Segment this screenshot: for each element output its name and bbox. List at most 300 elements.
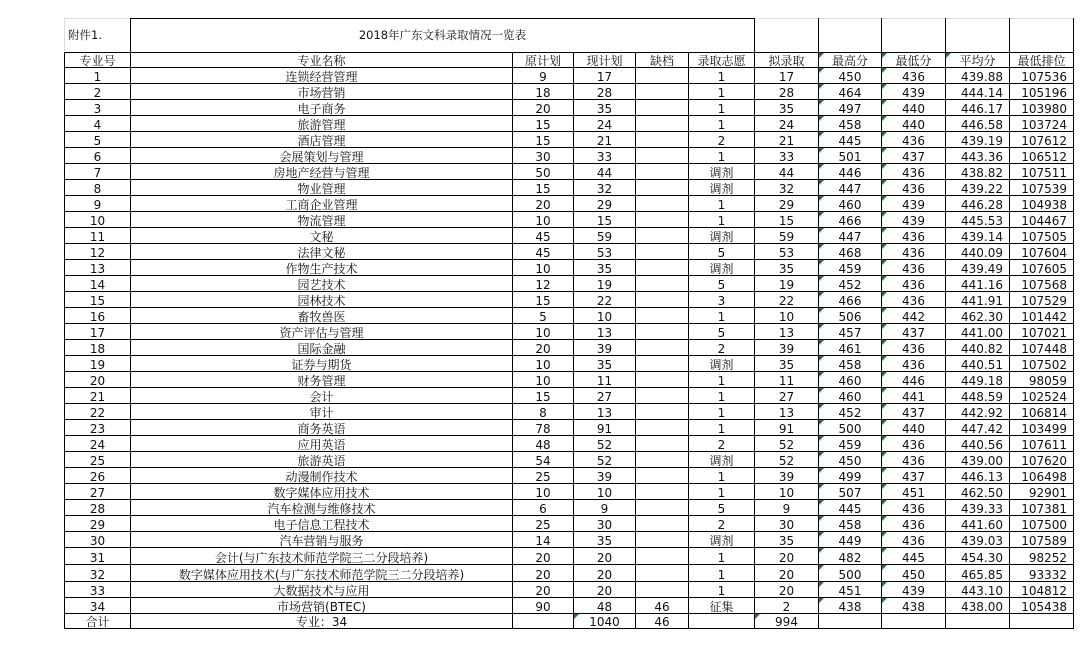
cell-major-no[interactable]: 1 [65,68,131,84]
cell-preference[interactable]: 1 [689,68,755,84]
cell-current-plan[interactable]: 11 [574,372,636,388]
cell-avg-score[interactable]: 443.36 [946,148,1010,164]
cell-missing[interactable] [636,452,689,468]
cell-admitted[interactable]: 29 [755,196,819,212]
cell-major-no[interactable]: 19 [65,356,131,372]
cell-major-no[interactable]: 20 [65,372,131,388]
cell-preference[interactable]: 1 [689,565,755,582]
cell-original-plan[interactable]: 10 [513,484,574,500]
cell-max-score[interactable]: 458 [819,116,882,132]
cell-max-score[interactable]: 447 [819,228,882,244]
cell-min-rank[interactable]: 107604 [1010,244,1074,260]
cell-preference[interactable]: 1 [689,548,755,565]
cell-avg-score[interactable]: 441.91 [946,292,1010,308]
cell-min-score[interactable]: 436 [882,180,946,196]
cell-missing[interactable]: 46 [636,598,689,614]
cell-original-plan[interactable]: 10 [513,372,574,388]
cell-preference[interactable]: 征集 [689,598,755,614]
cell-missing[interactable] [636,212,689,228]
cell-major-name[interactable]: 商务英语 [131,420,513,436]
cell-major-no[interactable]: 6 [65,148,131,164]
cell-missing[interactable] [636,420,689,436]
cell-missing[interactable] [636,68,689,84]
cell-missing[interactable] [636,164,689,180]
cell-avg-score[interactable]: 465.85 [946,565,1010,582]
cell-major-name[interactable]: 汽车营销与服务 [131,532,513,548]
cell-preference[interactable]: 1 [689,196,755,212]
cell-max-score[interactable]: 438 [819,598,882,614]
cell-major-name[interactable]: 文秘 [131,228,513,244]
total-admitted[interactable]: 994 [755,614,819,629]
cell-major-no[interactable]: 13 [65,260,131,276]
total-missing[interactable]: 46 [636,614,689,629]
cell-major-name[interactable]: 应用英语 [131,436,513,452]
cell-original-plan[interactable]: 20 [513,582,574,598]
cell-min-rank[interactable]: 107381 [1010,500,1074,516]
cell-min-score[interactable]: 439 [882,196,946,212]
cell-admitted[interactable]: 13 [755,324,819,340]
cell-major-name[interactable]: 市场营销 [131,84,513,100]
cell-avg-score[interactable]: 439.00 [946,452,1010,468]
cell-missing[interactable] [636,532,689,548]
cell-major-no[interactable]: 18 [65,340,131,356]
cell-admitted[interactable]: 35 [755,100,819,116]
cell-min-rank[interactable]: 107539 [1010,180,1074,196]
cell-original-plan[interactable]: 6 [513,500,574,516]
cell-min-rank[interactable]: 106512 [1010,148,1074,164]
cell-min-rank[interactable]: 107505 [1010,228,1074,244]
cell-missing[interactable] [636,180,689,196]
cell-current-plan[interactable]: 19 [574,276,636,292]
cell-missing[interactable] [636,565,689,582]
cell-current-plan[interactable]: 52 [574,452,636,468]
cell-current-plan[interactable]: 30 [574,516,636,532]
cell-original-plan[interactable]: 15 [513,292,574,308]
cell-admitted[interactable]: 30 [755,516,819,532]
cell-min-rank[interactable]: 107448 [1010,340,1074,356]
cell-min-score[interactable]: 436 [882,436,946,452]
cell-original-plan[interactable]: 12 [513,276,574,292]
cell-major-name[interactable]: 工商企业管理 [131,196,513,212]
cell-max-score[interactable]: 459 [819,436,882,452]
cell-current-plan[interactable]: 91 [574,420,636,436]
cell-min-rank[interactable]: 107511 [1010,164,1074,180]
cell-original-plan[interactable]: 20 [513,565,574,582]
cell-preference[interactable]: 1 [689,100,755,116]
cell-min-score[interactable]: 439 [882,582,946,598]
cell-major-name[interactable]: 旅游管理 [131,116,513,132]
cell-min-score[interactable]: 446 [882,372,946,388]
cell-missing[interactable] [636,132,689,148]
cell-avg-score[interactable]: 439.14 [946,228,1010,244]
cell-major-name[interactable]: 动漫制作技术 [131,468,513,484]
cell-major-no[interactable]: 31 [65,548,131,565]
cell-admitted[interactable]: 10 [755,484,819,500]
cell-original-plan[interactable]: 10 [513,324,574,340]
cell-original-plan[interactable]: 14 [513,532,574,548]
cell-original-plan[interactable]: 45 [513,244,574,260]
cell-preference[interactable]: 1 [689,404,755,420]
cell-current-plan[interactable]: 29 [574,196,636,212]
cell-current-plan[interactable]: 52 [574,436,636,452]
cell-original-plan[interactable]: 45 [513,228,574,244]
cell-original-plan[interactable]: 25 [513,468,574,484]
title-blank-cell[interactable] [946,19,1010,53]
cell-preference[interactable]: 1 [689,372,755,388]
cell-min-score[interactable]: 436 [882,356,946,372]
cell-min-score[interactable]: 440 [882,116,946,132]
cell-missing[interactable] [636,484,689,500]
cell-major-no[interactable]: 11 [65,228,131,244]
cell-admitted[interactable]: 20 [755,582,819,598]
cell-missing[interactable] [636,324,689,340]
cell-max-score[interactable]: 457 [819,324,882,340]
cell-min-score[interactable]: 437 [882,404,946,420]
cell-preference[interactable]: 1 [689,484,755,500]
cell-min-rank[interactable]: 107620 [1010,452,1074,468]
cell-max-score[interactable]: 449 [819,532,882,548]
cell-current-plan[interactable]: 20 [574,565,636,582]
cell-original-plan[interactable]: 15 [513,116,574,132]
cell-current-plan[interactable]: 27 [574,388,636,404]
cell-current-plan[interactable]: 35 [574,100,636,116]
cell-min-rank[interactable]: 107589 [1010,532,1074,548]
cell-admitted[interactable]: 20 [755,548,819,565]
cell-current-plan[interactable]: 39 [574,468,636,484]
total-label[interactable]: 合计 [65,614,131,629]
cell-max-score[interactable]: 445 [819,132,882,148]
cell-major-no[interactable]: 8 [65,180,131,196]
cell-min-rank[interactable]: 107536 [1010,68,1074,84]
cell-missing[interactable] [636,340,689,356]
cell-min-score[interactable]: 436 [882,292,946,308]
cell-min-score[interactable]: 437 [882,324,946,340]
cell-current-plan[interactable]: 35 [574,356,636,372]
cell-preference[interactable]: 调剂 [689,180,755,196]
cell-major-name[interactable]: 会展策划与管理 [131,148,513,164]
cell-missing[interactable] [636,100,689,116]
cell-missing[interactable] [636,356,689,372]
cell-avg-score[interactable]: 438.00 [946,598,1010,614]
cell-preference[interactable]: 5 [689,324,755,340]
cell-avg-score[interactable]: 462.50 [946,484,1010,500]
cell-current-plan[interactable]: 20 [574,548,636,565]
cell-current-plan[interactable]: 44 [574,164,636,180]
cell-admitted[interactable]: 11 [755,372,819,388]
cell-missing[interactable] [636,372,689,388]
cell-missing[interactable] [636,500,689,516]
cell-original-plan[interactable]: 10 [513,356,574,372]
cell-avg-score[interactable]: 440.51 [946,356,1010,372]
cell-preference[interactable]: 调剂 [689,532,755,548]
cell-min-rank[interactable]: 107568 [1010,276,1074,292]
cell-major-name[interactable]: 会计 [131,388,513,404]
cell-min-score[interactable]: 437 [882,148,946,164]
cell-max-score[interactable]: 501 [819,148,882,164]
cell-admitted[interactable]: 27 [755,388,819,404]
cell-min-score[interactable]: 442 [882,308,946,324]
cell-avg-score[interactable]: 441.00 [946,324,1010,340]
cell-major-name[interactable]: 数字媒体应用技术(与广东技术师范学院三二分段培养) [131,565,513,582]
cell-avg-score[interactable]: 447.42 [946,420,1010,436]
cell-preference[interactable]: 1 [689,582,755,598]
cell-admitted[interactable]: 13 [755,404,819,420]
cell-original-plan[interactable]: 15 [513,180,574,196]
cell-original-plan[interactable]: 15 [513,132,574,148]
cell-max-score[interactable]: 507 [819,484,882,500]
cell-major-name[interactable]: 电子商务 [131,100,513,116]
cell-avg-score[interactable]: 440.82 [946,340,1010,356]
cell-min-rank[interactable]: 98252 [1010,548,1074,565]
cell-min-rank[interactable]: 105438 [1010,598,1074,614]
cell-min-score[interactable]: 436 [882,228,946,244]
cell-preference[interactable]: 1 [689,308,755,324]
cell-preference[interactable]: 1 [689,84,755,100]
cell-missing[interactable] [636,516,689,532]
cell-max-score[interactable]: 500 [819,420,882,436]
cell-major-no[interactable]: 28 [65,500,131,516]
cell-major-no[interactable]: 27 [65,484,131,500]
cell-admitted[interactable]: 39 [755,468,819,484]
cell-max-score[interactable]: 497 [819,100,882,116]
cell-avg-score[interactable]: 439.88 [946,68,1010,84]
cell-admitted[interactable]: 39 [755,340,819,356]
cell-major-no[interactable]: 12 [65,244,131,260]
cell-missing[interactable] [636,276,689,292]
cell-min-score[interactable]: 445 [882,548,946,565]
cell-admitted[interactable]: 53 [755,244,819,260]
cell-admitted[interactable]: 2 [755,598,819,614]
cell-admitted[interactable]: 15 [755,212,819,228]
cell-admitted[interactable]: 9 [755,500,819,516]
cell-missing[interactable] [636,84,689,100]
cell-min-rank[interactable]: 107612 [1010,132,1074,148]
cell-preference[interactable]: 调剂 [689,164,755,180]
cell-preference[interactable]: 1 [689,420,755,436]
cell-min-score[interactable]: 451 [882,484,946,500]
cell-avg-score[interactable]: 444.14 [946,84,1010,100]
cell-missing[interactable] [636,404,689,420]
cell-original-plan[interactable]: 8 [513,404,574,420]
total-blank[interactable] [689,614,755,629]
cell-max-score[interactable]: 450 [819,452,882,468]
cell-avg-score[interactable]: 445.53 [946,212,1010,228]
cell-current-plan[interactable]: 9 [574,500,636,516]
cell-avg-score[interactable]: 440.09 [946,244,1010,260]
cell-major-no[interactable]: 9 [65,196,131,212]
cell-major-name[interactable]: 旅游英语 [131,452,513,468]
cell-major-name[interactable]: 房地产经营与管理 [131,164,513,180]
title-blank-cell[interactable] [1010,19,1074,53]
cell-original-plan[interactable]: 15 [513,388,574,404]
cell-max-score[interactable]: 458 [819,356,882,372]
cell-original-plan[interactable]: 10 [513,260,574,276]
cell-major-no[interactable]: 2 [65,84,131,100]
cell-current-plan[interactable]: 39 [574,340,636,356]
cell-missing[interactable] [636,548,689,565]
cell-current-plan[interactable]: 22 [574,292,636,308]
cell-preference[interactable]: 5 [689,244,755,260]
cell-preference[interactable]: 3 [689,292,755,308]
total-blank[interactable] [882,614,946,629]
cell-avg-score[interactable]: 446.28 [946,196,1010,212]
cell-original-plan[interactable]: 20 [513,548,574,565]
total-current-plan[interactable]: 1040 [574,614,636,629]
cell-avg-score[interactable]: 438.82 [946,164,1010,180]
cell-min-rank[interactable]: 92901 [1010,484,1074,500]
cell-min-score[interactable]: 436 [882,132,946,148]
cell-current-plan[interactable]: 10 [574,308,636,324]
total-blank[interactable] [946,614,1010,629]
cell-avg-score[interactable]: 449.18 [946,372,1010,388]
cell-original-plan[interactable]: 50 [513,164,574,180]
cell-current-plan[interactable]: 35 [574,260,636,276]
cell-admitted[interactable]: 59 [755,228,819,244]
cell-missing[interactable] [636,468,689,484]
cell-original-plan[interactable]: 10 [513,212,574,228]
cell-preference[interactable]: 1 [689,148,755,164]
cell-admitted[interactable]: 20 [755,565,819,582]
cell-max-score[interactable]: 468 [819,244,882,260]
cell-max-score[interactable]: 445 [819,500,882,516]
cell-major-name[interactable]: 连锁经营管理 [131,68,513,84]
cell-major-name[interactable]: 财务管理 [131,372,513,388]
cell-max-score[interactable]: 466 [819,212,882,228]
cell-current-plan[interactable]: 35 [574,532,636,548]
cell-preference[interactable]: 1 [689,212,755,228]
cell-avg-score[interactable]: 441.16 [946,276,1010,292]
cell-original-plan[interactable]: 20 [513,340,574,356]
cell-min-score[interactable]: 436 [882,516,946,532]
cell-major-name[interactable]: 证券与期货 [131,356,513,372]
cell-min-rank[interactable]: 98059 [1010,372,1074,388]
cell-preference[interactable]: 5 [689,500,755,516]
cell-min-score[interactable]: 436 [882,164,946,180]
cell-min-rank[interactable]: 102524 [1010,388,1074,404]
cell-min-rank[interactable]: 104938 [1010,196,1074,212]
cell-min-score[interactable]: 441 [882,388,946,404]
cell-min-score[interactable]: 436 [882,500,946,516]
cell-major-name[interactable]: 审计 [131,404,513,420]
cell-major-name[interactable]: 园艺技术 [131,276,513,292]
cell-admitted[interactable]: 10 [755,308,819,324]
cell-min-score[interactable]: 436 [882,276,946,292]
cell-min-rank[interactable]: 104812 [1010,582,1074,598]
cell-admitted[interactable]: 33 [755,148,819,164]
cell-major-no[interactable]: 17 [65,324,131,340]
cell-max-score[interactable]: 450 [819,68,882,84]
cell-max-score[interactable]: 464 [819,84,882,100]
cell-major-name[interactable]: 数字媒体应用技术 [131,484,513,500]
cell-current-plan[interactable]: 33 [574,148,636,164]
cell-current-plan[interactable]: 53 [574,244,636,260]
cell-major-name[interactable]: 园林技术 [131,292,513,308]
cell-major-no[interactable]: 30 [65,532,131,548]
cell-avg-score[interactable]: 439.33 [946,500,1010,516]
cell-missing[interactable] [636,116,689,132]
cell-avg-score[interactable]: 440.56 [946,436,1010,452]
cell-major-no[interactable]: 22 [65,404,131,420]
cell-preference[interactable]: 调剂 [689,228,755,244]
cell-avg-score[interactable]: 446.58 [946,116,1010,132]
cell-max-score[interactable]: 482 [819,548,882,565]
cell-missing[interactable] [636,582,689,598]
cell-original-plan[interactable]: 20 [513,100,574,116]
cell-min-score[interactable]: 436 [882,340,946,356]
cell-admitted[interactable]: 32 [755,180,819,196]
cell-max-score[interactable]: 458 [819,516,882,532]
cell-major-no[interactable]: 21 [65,388,131,404]
cell-current-plan[interactable]: 13 [574,404,636,420]
cell-avg-score[interactable]: 443.10 [946,582,1010,598]
cell-major-no[interactable]: 23 [65,420,131,436]
cell-avg-score[interactable]: 446.17 [946,100,1010,116]
cell-major-name[interactable]: 物业管理 [131,180,513,196]
cell-current-plan[interactable]: 48 [574,598,636,614]
cell-min-score[interactable]: 436 [882,68,946,84]
cell-min-rank[interactable]: 107502 [1010,356,1074,372]
cell-max-score[interactable]: 451 [819,582,882,598]
cell-major-no[interactable]: 24 [65,436,131,452]
cell-original-plan[interactable]: 20 [513,196,574,212]
cell-min-score[interactable]: 439 [882,212,946,228]
cell-major-name[interactable]: 汽车检测与维修技术 [131,500,513,516]
cell-min-rank[interactable]: 103724 [1010,116,1074,132]
cell-major-no[interactable]: 25 [65,452,131,468]
cell-current-plan[interactable]: 13 [574,324,636,340]
total-blank[interactable] [1010,614,1074,629]
cell-admitted[interactable]: 52 [755,452,819,468]
cell-missing[interactable] [636,436,689,452]
cell-major-no[interactable]: 26 [65,468,131,484]
cell-avg-score[interactable]: 442.92 [946,404,1010,420]
cell-major-name[interactable]: 资产评估与管理 [131,324,513,340]
cell-preference[interactable]: 1 [689,468,755,484]
cell-major-no[interactable]: 34 [65,598,131,614]
cell-original-plan[interactable]: 18 [513,84,574,100]
cell-avg-score[interactable]: 448.59 [946,388,1010,404]
cell-original-plan[interactable]: 90 [513,598,574,614]
cell-min-rank[interactable]: 107021 [1010,324,1074,340]
cell-admitted[interactable]: 17 [755,68,819,84]
cell-avg-score[interactable]: 439.03 [946,532,1010,548]
cell-major-no[interactable]: 4 [65,116,131,132]
total-majors[interactable]: 专业：34 [131,614,513,629]
cell-current-plan[interactable]: 59 [574,228,636,244]
cell-min-score[interactable]: 450 [882,565,946,582]
title-blank-cell[interactable] [819,19,882,53]
cell-min-score[interactable]: 436 [882,452,946,468]
cell-current-plan[interactable]: 10 [574,484,636,500]
cell-max-score[interactable]: 460 [819,372,882,388]
cell-admitted[interactable]: 21 [755,132,819,148]
cell-admitted[interactable]: 35 [755,532,819,548]
cell-min-rank[interactable]: 107611 [1010,436,1074,452]
cell-preference[interactable]: 调剂 [689,260,755,276]
cell-major-no[interactable]: 15 [65,292,131,308]
cell-max-score[interactable]: 506 [819,308,882,324]
cell-min-score[interactable]: 436 [882,244,946,260]
cell-max-score[interactable]: 459 [819,260,882,276]
cell-current-plan[interactable]: 15 [574,212,636,228]
cell-missing[interactable] [636,196,689,212]
cell-major-no[interactable]: 33 [65,582,131,598]
cell-missing[interactable] [636,388,689,404]
cell-min-score[interactable]: 440 [882,420,946,436]
cell-current-plan[interactable]: 28 [574,84,636,100]
cell-missing[interactable] [636,228,689,244]
title-blank-cell[interactable] [755,19,819,53]
